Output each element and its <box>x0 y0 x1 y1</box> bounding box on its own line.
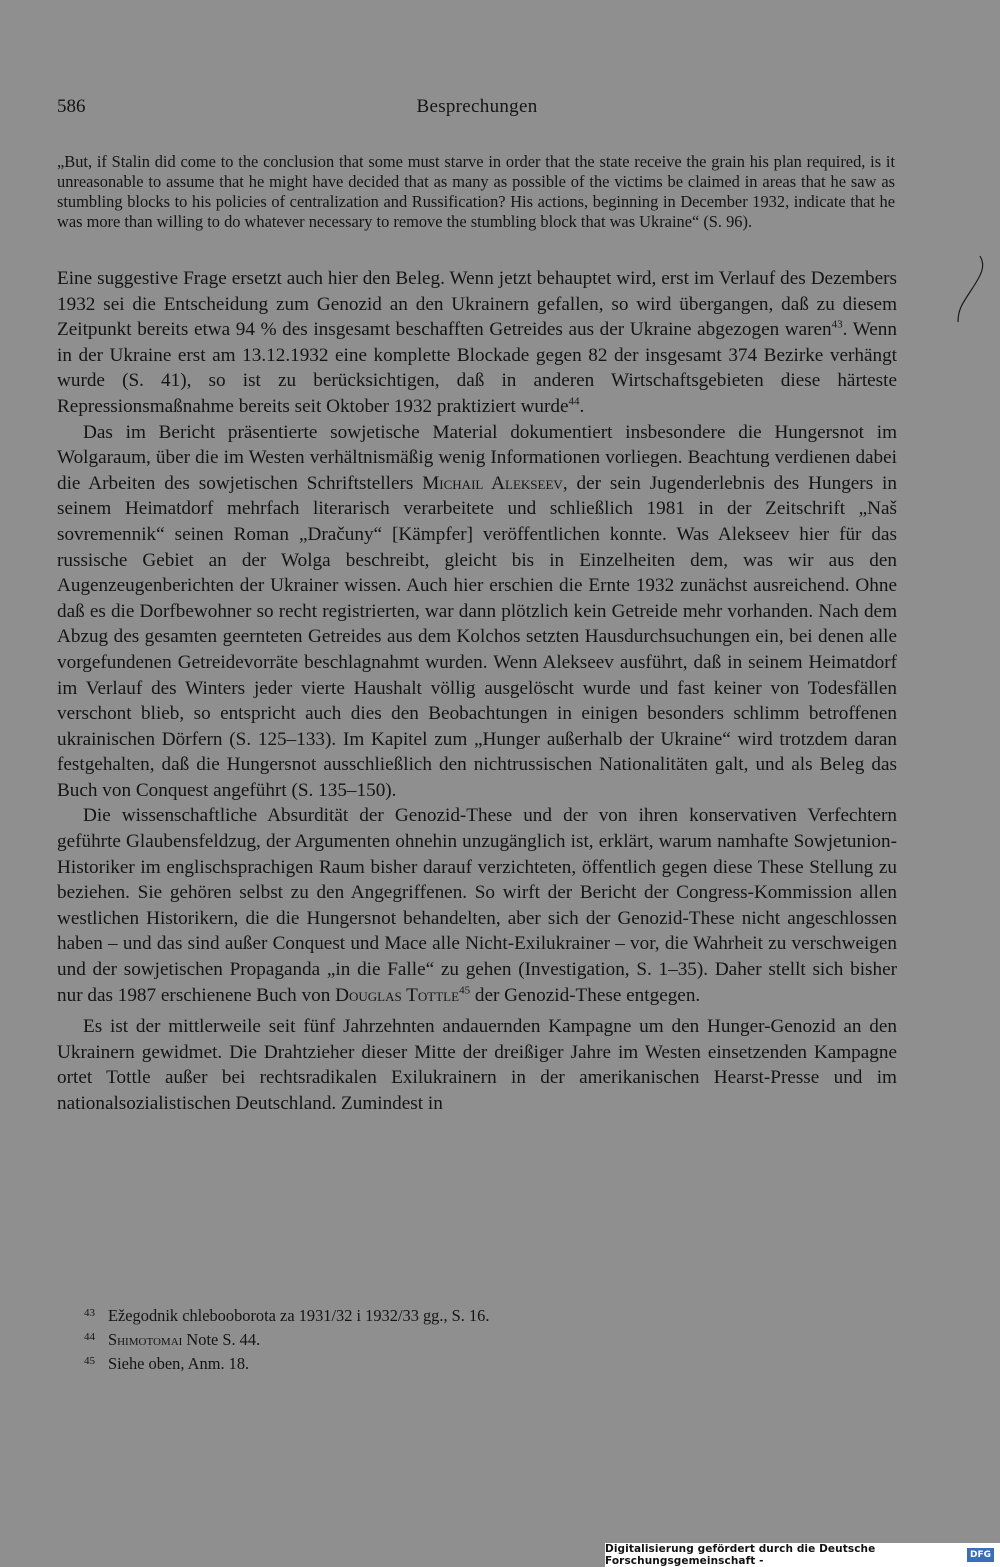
paragraph-2-text-b: , der sein Jugenderlebnis des Hungers in seinem Heimatdorf mehrfach literarisch verarbeitete und schließlich 1981 in der Zeitschrift „Naš sovremennik“ seinen Roman „Dračuny“ [Kämpfer] veröffentlichen konnte. Was Alekseev hier für das russische Gebiet an der Wolga beschreibt, gleicht bis in Einzelheiten dem, was wir aus den Augenzeugenberichten der Ukrainer wissen. Auch hier erschien die Ernte 1932 zunächst ausreichend. Ohne daß es die Dorfbewohner so recht registrierten, war dann plötzlich kein Getreide mehr vorhanden. Nach dem Abzug des gesamten geernteten Getreides aus dem Kolchos setzten Hausdurchsuchungen ein, bei denen alle vorgefundenen Getreidevorräte beschlagnahmt wurden. Wenn Alekseev ausführt, daß in seinem Heimatdorf im Verlauf des Winters jeder vierte Haushalt völlig ausgelöscht wurde und fast keiner von Todesfällen verschont blieb, so entspricht auch dies den Beobachtungen in einigen besonders schlimm betroffenen ukrainischen Dörfern (S. 125–133). Im Kapitel zum „Hunger außerhalb der Ukraine“ wird trotzdem daran festgehalten, daß die Hungersnot ausschließlich den nichtrussischen Nationalitäten galt, und als Beleg das Buch von Conquest angeführt (S. 135–150). <box>57 472 897 801</box>
block-quote <box>57 152 895 232</box>
footnote-ref-43[interactable]: 43 <box>831 318 843 331</box>
footnote-text: Siehe oben, Anm. 18. <box>108 1354 250 1373</box>
paragraph-2-text-a: Das im Bericht präsentierte sowjetische Material dokumentiert insbesondere die Hungersnot im Wolgaraum, über die im Westen verhältnismäßig wenig Informationen vorliegen. Beachtung verdienen dabei die Arbeiten des sowjetischen Schriftstellers <box>57 421 897 494</box>
footnote-number: 44 <box>84 1331 95 1343</box>
margin-annotation-mark <box>950 252 990 332</box>
footnote-text <box>108 1329 260 1350</box>
paragraph-1 <box>57 266 897 420</box>
paragraph-4 <box>57 1014 897 1116</box>
funding-footer <box>605 1543 1000 1567</box>
paragraph-3 <box>57 803 897 1008</box>
paragraph-1-text-a: Eine suggestive Frage ersetzt auch hier den Beleg. Wenn jetzt behauptet wird, erst im Verlauf des Dezembers 1932 sei die Entscheidung zum Genozid an den Ukrainern gefallen, so wird übergangen, daß zu diesem Zeitpunkt bereits etwa 94 % des insgesamt beschafften Getreides aus der Ukraine abgezogen waren <box>57 268 897 341</box>
page-number: 586 <box>57 96 86 117</box>
page-header <box>57 96 897 126</box>
author-name-alekseev: Michail Alekseev <box>422 472 563 494</box>
footnote-44 <box>84 1329 784 1353</box>
footnote-ref-44[interactable]: 44 <box>568 395 580 408</box>
paragraph-1-text-b: . Wenn in der Ukraine erst am 13.12.1932 eine komplette Blockade gegen 82 der insgesamt 374 Bezirke verhängt wurde (S. 41), so ist zu berücksichtigen, daß in anderen Wirtschaftsgebieten diese härteste Repressionsmaßnahme bereits seit Oktober 1932 praktiziert wurde <box>57 319 897 417</box>
paragraph-3-text-a: Die wissenschaftliche Absurdität der Genozid-These und der von ihren konservativen Verfechtern geführte Glaubensfeldzug, der Argumenten ohnehin unzugänglich ist, erklärt, warum namhafte Sowjetunion-Historiker im englischsprachigen Raum bisher darauf verzichteten, öffentlich gegen diese These Stellung zu beziehen. Sie gehören selbst zu den Angegriffenen. So wirft der Bericht der Congress-Kommission allen westlichen Historikern, die die Hungersnot behandelten, aber sich der Genozid-These nicht angeschlossen haben – und das sind außer Conquest und Mace alle Nicht-Exilukrainer – vor, die Wahrheit zu verschweigen und der sowjetischen Propaganda „in die Falle“ zu gehen (Investigation, S. 1–35). Daher stellt sich bisher nur das 1987 erschienene Buch von <box>57 805 897 1006</box>
footnote-author-name: Shimotomai <box>108 1330 183 1349</box>
funding-text: Digitalisierung gefördert durch die Deutsche Forschungsgemeinschaft - <box>605 1543 876 1567</box>
footnote-number: 45 <box>84 1355 95 1367</box>
footnote-number: 43 <box>84 1307 95 1319</box>
footnote-45 <box>84 1353 784 1377</box>
dfg-logo: DFG <box>967 1548 994 1562</box>
footnote-text: Ežegodnik chlebooborota za 1931/32 i 1932/33 gg., S. 16. <box>108 1306 490 1325</box>
footnote-ref-45[interactable]: 45 <box>459 984 471 997</box>
paragraph-3-text-b: der Genozid-These entgegen. <box>470 984 701 1006</box>
paragraph-2 <box>57 420 897 804</box>
body-text <box>57 266 897 1117</box>
paragraph-4-text-a: Es ist der mittlerweile seit fünf Jahrzehnten andauernden Kampagne um den Hunger-Genozid an den Ukrainern gewidmet. Die Drahtzieher dieser Mitte der dreißiger Jahre im Westen einsetzenden Kampagne ortet Tottle außer bei rechtsradikalen Exilukrainern in der amerikanischen Hearst-Presse und im nationalsozialistischen Deutschland. Zumindest in <box>57 1016 897 1114</box>
footnotes <box>84 1305 784 1377</box>
footnote-text-rest: Note S. 44. <box>182 1330 261 1349</box>
running-title: Besprechungen <box>416 96 538 117</box>
author-name-tottle: Douglas Tottle <box>335 984 460 1006</box>
quote-text: „But, if Stalin did come to the conclusion that some must starve in order that the state receive the grain his plan required, is it unreasonable to assume that he might have decided that as many as possible of the victims be claimed in areas that he saw as stumbling blocks to his policies of centralization and Russification? His actions, beginning in December 1932, indicate that he was more than willing to do whatever necessary to remove the stumbling block that was Ukraine“ (S. 96). <box>57 152 895 231</box>
paragraph-1-text-c: . <box>579 395 585 417</box>
footnote-43 <box>84 1305 784 1329</box>
